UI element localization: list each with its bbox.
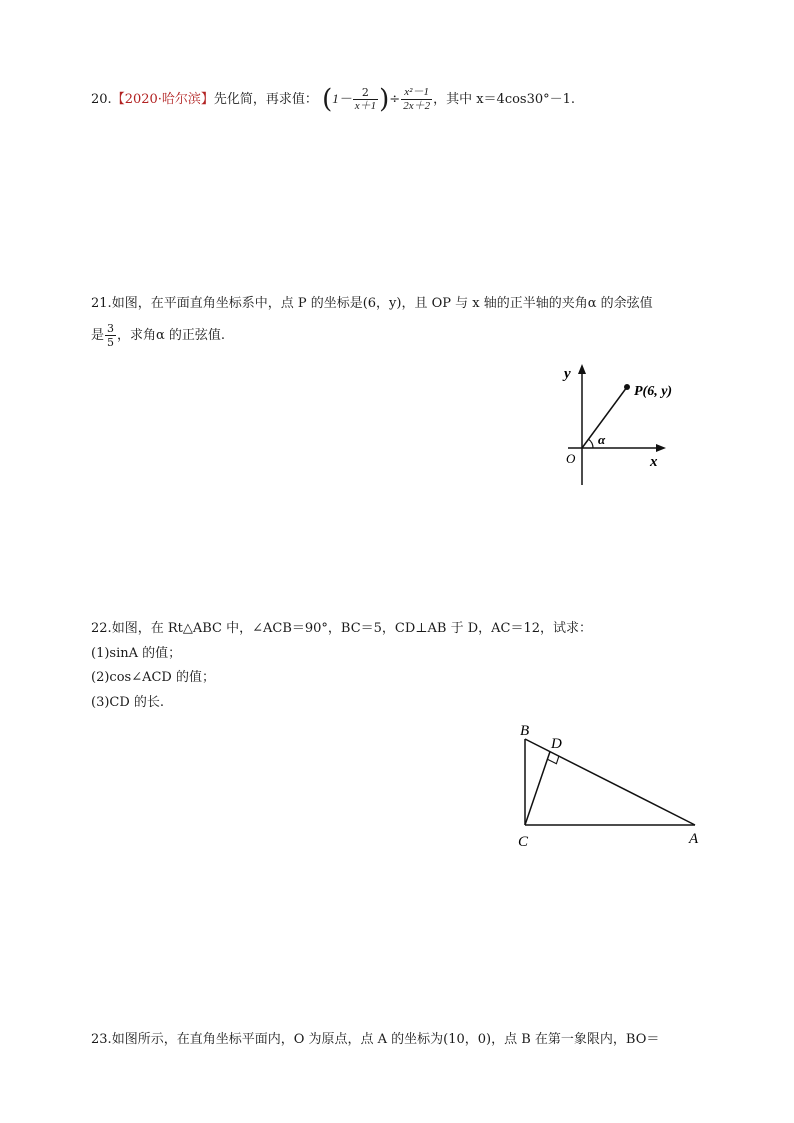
q21-fraction xyxy=(105,322,116,349)
q23-text-line-1: 如图所示，在直角坐标平面内，O 为原点，点 A 的坐标为(10，0)，点 B 在第一象限内，BO＝ xyxy=(111,1032,660,1047)
q22-triangle-figure xyxy=(510,715,710,855)
q20-tail: ，其中 x＝4cos30°－1. xyxy=(433,92,576,107)
question-21-line-1 xyxy=(91,295,653,313)
q22-text-line-1: 如图，在 Rt△ABC 中，∠ACB＝90°，BC＝5，CD⊥AB 于 D，AC＝12，试求： xyxy=(111,621,593,636)
q21-suffix: ，求角α 的正弦值. xyxy=(117,328,226,343)
q20-open-paren: ( xyxy=(322,84,333,115)
q23-number: 23. xyxy=(91,1032,112,1047)
q21-prefix: 是 xyxy=(91,328,105,343)
point-p xyxy=(624,384,630,390)
question-23-line-1 xyxy=(91,1031,659,1049)
q21-frac-denominator: 5 xyxy=(107,336,115,349)
label-p: P(6, y) xyxy=(634,384,673,399)
x-axis-arrow xyxy=(656,444,666,452)
label-a: A xyxy=(689,831,699,847)
altitude-cd xyxy=(525,752,550,825)
label-c: C xyxy=(518,834,529,850)
label-o: O xyxy=(566,451,576,466)
q20-lead: 先化简，再求值： xyxy=(213,92,318,107)
q21-text-line-1: 如图，在平面直角坐标系中，点 P 的坐标是(6，y)，且 OP 与 x 轴的正半轴的夹角α 的余弦值 xyxy=(111,296,653,311)
label-y: y xyxy=(564,366,571,382)
q20-fraction-2 xyxy=(401,86,432,113)
q20-frac1-numerator: 2 xyxy=(353,86,378,100)
q20-one-minus: 1－ xyxy=(332,91,352,106)
q20-close-paren: ) xyxy=(379,84,390,115)
label-alpha: α xyxy=(598,432,606,447)
q20-number: 20. xyxy=(91,92,112,107)
q20-divide: ÷ xyxy=(389,92,401,107)
q21-coordinate-figure xyxy=(550,360,690,490)
q22-number: 22. xyxy=(91,621,112,636)
q20-source-tag: 【2020·哈尔滨】 xyxy=(111,92,214,107)
angle-alpha-arc xyxy=(589,439,594,448)
label-x: x xyxy=(650,454,658,470)
q21-number: 21. xyxy=(91,296,112,311)
question-22-line-1 xyxy=(91,620,592,638)
question-21-line-2 xyxy=(91,322,225,349)
question-22-part-2: (2)cos∠ACD 的值； xyxy=(91,670,215,685)
question-22-part-3: (3)CD 的长. xyxy=(91,695,165,710)
q20-fraction-1 xyxy=(353,86,378,113)
q20-frac2-denominator: 2x＋2 xyxy=(403,100,431,112)
question-22-part-1: (1)sinA 的值； xyxy=(91,646,182,661)
question-20 xyxy=(91,86,575,113)
q20-frac1-denominator: x＋1 xyxy=(354,100,377,112)
right-angle-mark xyxy=(547,756,559,764)
q21-frac-numerator: 3 xyxy=(107,322,115,335)
label-d: D xyxy=(551,736,562,752)
q20-frac2-numerator: x²－1 xyxy=(401,86,432,100)
label-b: B xyxy=(520,723,530,739)
y-axis-arrow xyxy=(578,364,586,374)
